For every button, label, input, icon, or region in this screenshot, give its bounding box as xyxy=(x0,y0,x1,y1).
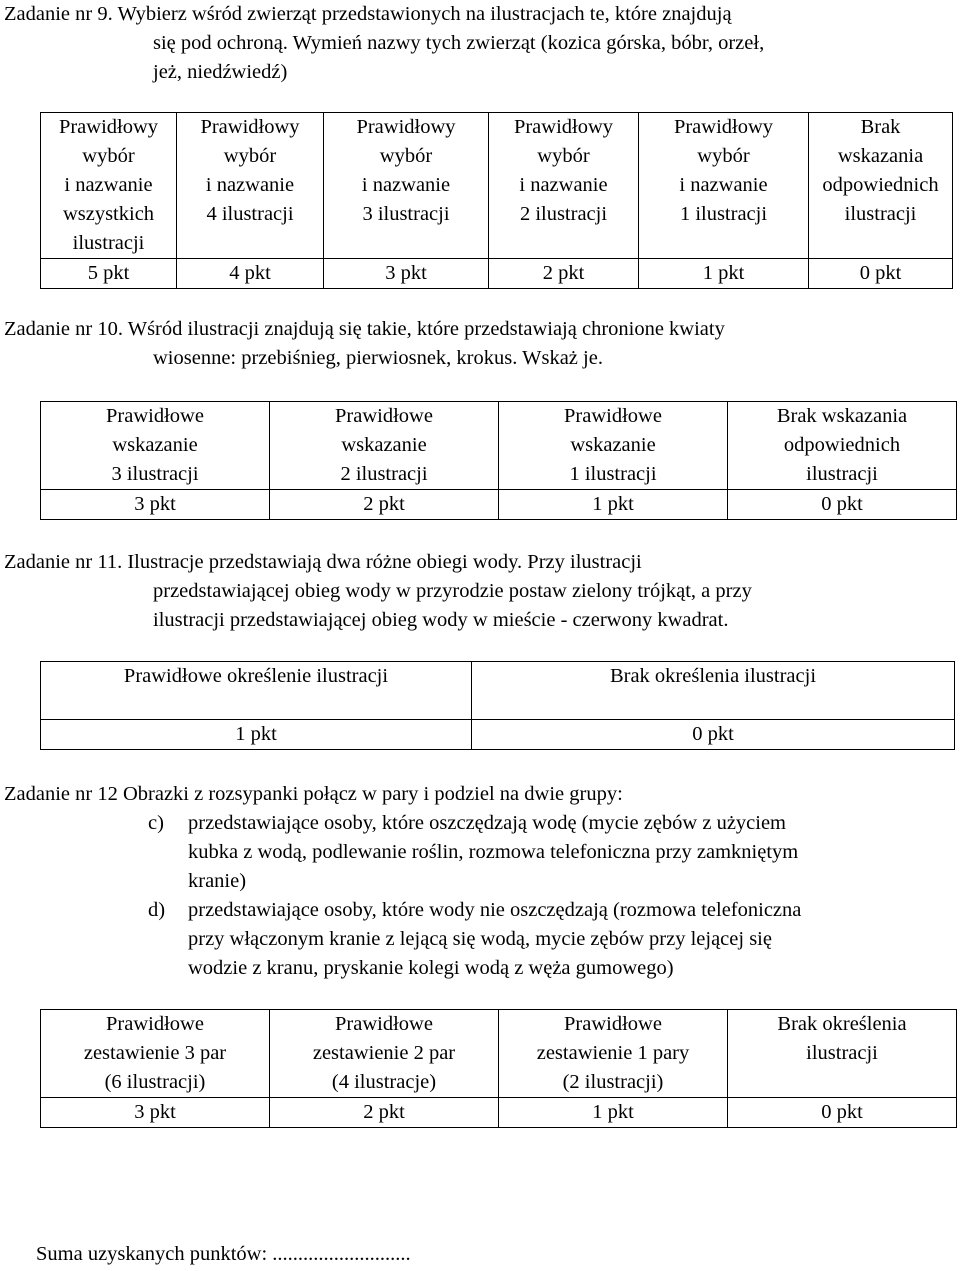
task-9-instruction xyxy=(4,0,954,87)
task-12-scoring-table xyxy=(40,1009,957,1128)
task-9-header-cell: Prawidłowy wybór i nazwanie 1 ilustracji xyxy=(639,113,809,259)
task-9-header-cell: Brak wskazania odpowiednich ilustracji xyxy=(809,113,953,259)
task-11-line: przedstawiającej obieg wody w przyrodzie postaw zielony trójkąt, a przy xyxy=(153,580,752,602)
task-9-scoring-table xyxy=(40,112,953,289)
points-sum-line: Suma uzyskanych punktów: ........................... xyxy=(36,1243,411,1265)
task-12-header-cell: Prawidłowe zestawienie 2 par (4 ilustracje) xyxy=(270,1010,499,1098)
task-12-points-cell: 3 pkt xyxy=(41,1098,270,1128)
list-item-line: kranie) xyxy=(188,870,247,892)
task-10-points-cell: 3 pkt xyxy=(41,490,270,520)
task-11-line: ilustracji przedstawiającej obieg wody w mieście - czerwony kwadrat. xyxy=(153,609,729,631)
task-10-scoring-table xyxy=(40,401,957,520)
task-12-instruction xyxy=(4,780,954,809)
task-10-line: wiosenne: przebiśnieg, pierwiosnek, krokus. Wskaż je. xyxy=(153,347,603,369)
task-9-line: Zadanie nr 9. Wybierz wśród zwierząt przedstawionych na ilustracjach te, które znajdują xyxy=(4,3,732,25)
task-12-header-cell: Brak określenia ilustracji xyxy=(728,1010,957,1098)
task-11-scoring-table xyxy=(40,661,955,750)
task-12-list-item xyxy=(148,809,948,896)
task-9-header-cell: Prawidłowy wybór i nazwanie 4 ilustracji xyxy=(177,113,324,259)
list-marker: d) xyxy=(148,899,166,921)
task-10-header-cell: Prawidłowe wskazanie 3 ilustracji xyxy=(41,402,270,490)
task-9-line: się pod ochroną. Wymień nazwy tych zwierząt (kozica górska, bóbr, orzeł, xyxy=(153,32,765,54)
task-11-points-cell: 1 pkt xyxy=(41,720,472,750)
task-9-points-cell: 2 pkt xyxy=(489,259,639,289)
list-item-line: przedstawiające osoby, które oszczędzają wodę (mycie zębów z użyciem xyxy=(188,812,787,834)
task-9-header-cell: Prawidłowy wybór i nazwanie 2 ilustracji xyxy=(489,113,639,259)
task-9-points-cell: 3 pkt xyxy=(324,259,489,289)
list-item-line: przedstawiające osoby, które wody nie oszczędzają (rozmowa telefoniczna xyxy=(188,899,802,921)
list-marker: c) xyxy=(148,812,164,834)
task-12-points-cell: 1 pkt xyxy=(499,1098,728,1128)
list-item-line: wodzie z kranu, pryskanie kolegi wodą z węża gumowego) xyxy=(188,957,674,979)
list-item-line: kubka z wodą, podlewanie roślin, rozmowa telefoniczna przy zamkniętym xyxy=(188,841,799,863)
task-11-line: Zadanie nr 11. Ilustracje przedstawiają dwa różne obiegi wody. Przy ilustracji xyxy=(4,551,642,573)
task-10-points-cell: 1 pkt xyxy=(499,490,728,520)
task-12-points-cell: 0 pkt xyxy=(728,1098,957,1128)
task-12-header-cell: Prawidłowe zestawienie 3 par (6 ilustracji) xyxy=(41,1010,270,1098)
task-11-instruction xyxy=(4,548,954,635)
task-9-points-cell: 0 pkt xyxy=(809,259,953,289)
task-10-instruction xyxy=(4,315,954,373)
task-11-header-cell: Prawidłowe określenie ilustracji xyxy=(41,662,472,720)
task-10-header-cell: Brak wskazania odpowiednich ilustracji xyxy=(728,402,957,490)
task-12-list xyxy=(148,809,948,983)
task-10-points-cell: 2 pkt xyxy=(270,490,499,520)
task-11-header-cell: Brak określenia ilustracji xyxy=(472,662,955,720)
task-10-header-cell: Prawidłowe wskazanie 1 ilustracji xyxy=(499,402,728,490)
task-9-line: jeż, niedźwiedź) xyxy=(153,61,288,83)
task-11-points-cell: 0 pkt xyxy=(472,720,955,750)
task-9-header-cell: Prawidłowy wybór i nazwanie 3 ilustracji xyxy=(324,113,489,259)
task-9-points-cell: 5 pkt xyxy=(41,259,177,289)
task-9-header-cell: Prawidłowy wybór i nazwanie wszystkich ilustracji xyxy=(41,113,177,259)
task-12-list-item xyxy=(148,896,948,983)
task-12-line: Zadanie nr 12 Obrazki z rozsypanki połącz w pary i podziel na dwie grupy: xyxy=(4,783,623,805)
task-10-points-cell: 0 pkt xyxy=(728,490,957,520)
task-9-points-cell: 4 pkt xyxy=(177,259,324,289)
task-12-header-cell: Prawidłowe zestawienie 1 pary (2 ilustracji) xyxy=(499,1010,728,1098)
task-12-points-cell: 2 pkt xyxy=(270,1098,499,1128)
task-10-header-cell: Prawidłowe wskazanie 2 ilustracji xyxy=(270,402,499,490)
task-9-points-cell: 1 pkt xyxy=(639,259,809,289)
list-item-line: przy włączonym kranie z lejącą się wodą, mycie zębów przy lejącej się xyxy=(188,928,772,950)
task-10-line: Zadanie nr 10. Wśród ilustracji znajdują się takie, które przedstawiają chronione kwiaty xyxy=(4,318,725,340)
